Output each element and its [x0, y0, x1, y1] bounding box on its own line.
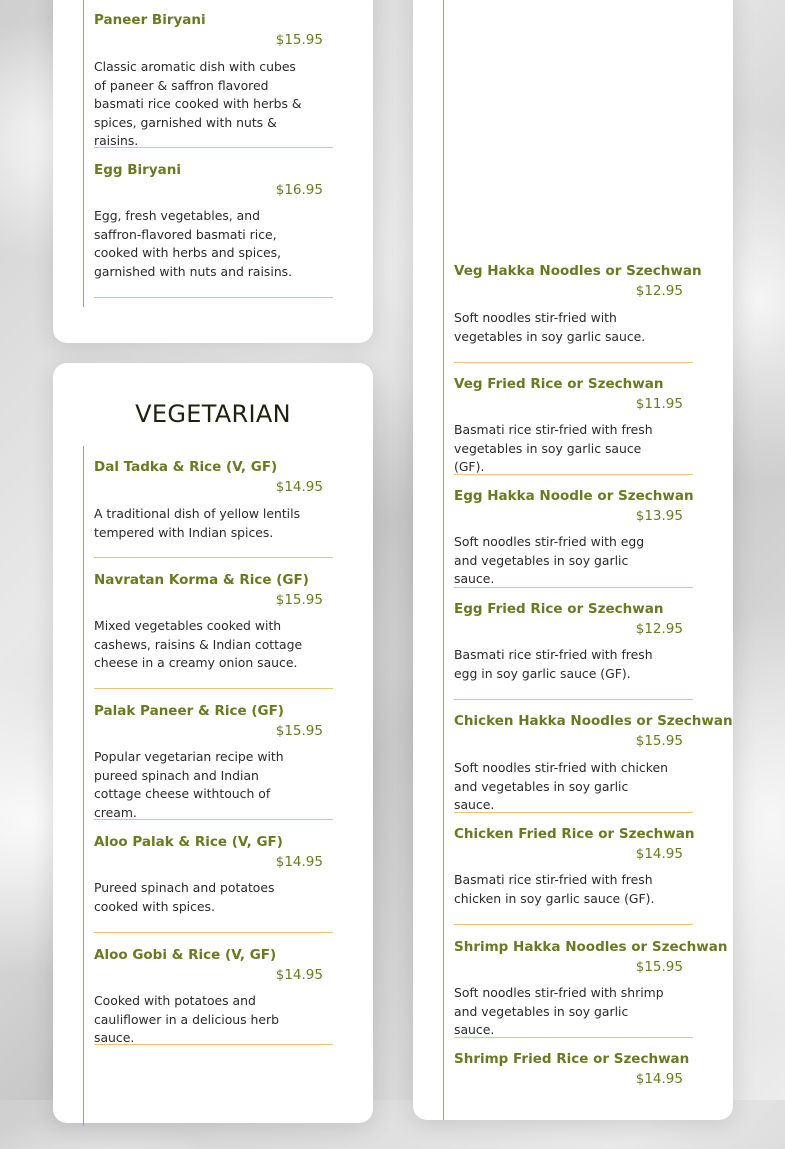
menu-item — [454, 376, 693, 475]
menu-item — [94, 703, 333, 820]
menu-item-name: Navratan Korma & Rice (GF) — [94, 572, 309, 588]
menu-item-name: Palak Paneer & Rice (GF) — [94, 703, 284, 719]
menu-item — [454, 488, 693, 588]
menu-item — [94, 947, 333, 1045]
menu-item-description: Cooked with potatoes and cauliflower in a delicious herb sauce. — [94, 993, 279, 1046]
vegetarian-menu-card — [53, 363, 373, 1123]
section-title: VEGETARIAN — [135, 400, 291, 428]
menu-item-name: Chicken Hakka Noodles or Szechwan — [454, 713, 733, 729]
menu-item-name: Egg Hakka Noodle or Szechwan — [454, 488, 694, 504]
menu-item-price: $14.95 — [275, 967, 323, 983]
menu-item-price: $14.95 — [275, 479, 323, 495]
menu-item-description: Classic aromatic dish with cubes of paneer & saffron flavored basmati rice cooked with herbs & spices, garnished with nuts & raisins. — [94, 59, 302, 149]
menu-item-name: Aloo Gobi & Rice (V, GF) — [94, 947, 277, 963]
menu-item-name: Veg Hakka Noodles or Szechwan — [454, 263, 702, 279]
menu-item-price: $14.95 — [275, 854, 323, 870]
menu-item-description: Basmati rice stir-fried with fresh chicken in soy garlic sauce (GF). — [454, 872, 655, 906]
menu-item-name: Shrimp Hakka Noodles or Szechwan — [454, 939, 728, 955]
menu-item-name: Paneer Biryani — [94, 12, 206, 28]
menu-item-description: Mixed vegetables cooked with cashews, raisins & Indian cottage cheese in a creamy onion sauce. — [94, 618, 303, 671]
menu-item-name: Chicken Fried Rice or Szechwan — [454, 826, 695, 842]
menu-item-description: Soft noodles stir-fried with vegetables in soy garlic sauce. — [454, 310, 646, 344]
menu-item-description: Egg, fresh vegetables, and saffron-flavored basmati rice, cooked with herbs and spices, garnished with nuts and raisins. — [94, 208, 293, 279]
menu-item — [454, 1051, 693, 1149]
menu-item — [94, 10, 333, 148]
menu-item-description: Soft noodles stir-fried with shrimp and vegetables in soy garlic sauce. — [454, 985, 664, 1038]
menu-item-price: $14.95 — [635, 846, 683, 862]
biryani-menu-card — [53, 0, 373, 343]
menu-item-price: $15.95 — [275, 32, 323, 48]
menu-item-name: Veg Fried Rice or Szechwan — [454, 376, 664, 392]
menu-item-name: Dal Tadka & Rice (V, GF) — [94, 459, 278, 475]
menu-item-price: $13.95 — [635, 508, 683, 524]
menu-item-price: $12.95 — [635, 283, 683, 299]
menu-item-name: Egg Biryani — [94, 162, 181, 178]
menu-item-price: $15.95 — [275, 592, 323, 608]
menu-item — [94, 160, 333, 298]
menu-item-name: Shrimp Fried Rice or Szechwan — [454, 1051, 690, 1067]
menu-item-description: A traditional dish of yellow lentils tempered with Indian spices. — [94, 506, 301, 540]
menu-item-name: Aloo Palak & Rice (V, GF) — [94, 834, 283, 850]
noodles-rice-menu-card — [413, 0, 733, 1120]
menu-item-description: Soft noodles stir-fried with egg and vegetables in soy garlic sauce. — [454, 534, 645, 587]
menu-item — [454, 713, 733, 813]
menu-item — [94, 459, 333, 558]
menu-item — [454, 263, 702, 363]
menu-item — [454, 826, 693, 925]
menu-item-price: $12.95 — [635, 621, 683, 637]
menu-item-price: $15.95 — [635, 733, 683, 749]
menu-item-price: $14.95 — [635, 1071, 683, 1087]
menu-item-description: Basmati rice stir-fried with fresh vegetables in soy garlic sauce (GF). — [454, 422, 653, 475]
menu-item-price: $15.95 — [635, 959, 683, 975]
menu-item-description: Basmati rice stir-fried with fresh egg in soy garlic sauce (GF). — [454, 647, 653, 681]
accent-rail — [83, 446, 84, 1126]
menu-item-price: $16.95 — [275, 182, 323, 198]
menu-item — [94, 834, 333, 933]
menu-item — [94, 572, 333, 689]
accent-rail — [83, 0, 84, 307]
menu-item — [454, 939, 728, 1038]
menu-item-description: Pureed spinach and potatoes cooked with spices. — [94, 880, 275, 914]
menu-item-name: Egg Fried Rice or Szechwan — [454, 601, 664, 617]
menu-item — [454, 601, 693, 700]
accent-rail — [443, 0, 444, 1120]
menu-item-price: $15.95 — [275, 723, 323, 739]
menu-item-price: $11.95 — [635, 396, 683, 412]
menu-item-description: Soft noodles stir-fried with chicken and vegetables in soy garlic sauce. — [454, 760, 668, 813]
menu-item-description: Popular vegetarian recipe with pureed spinach and Indian cottage cheese withtouch of cream. — [94, 749, 284, 820]
